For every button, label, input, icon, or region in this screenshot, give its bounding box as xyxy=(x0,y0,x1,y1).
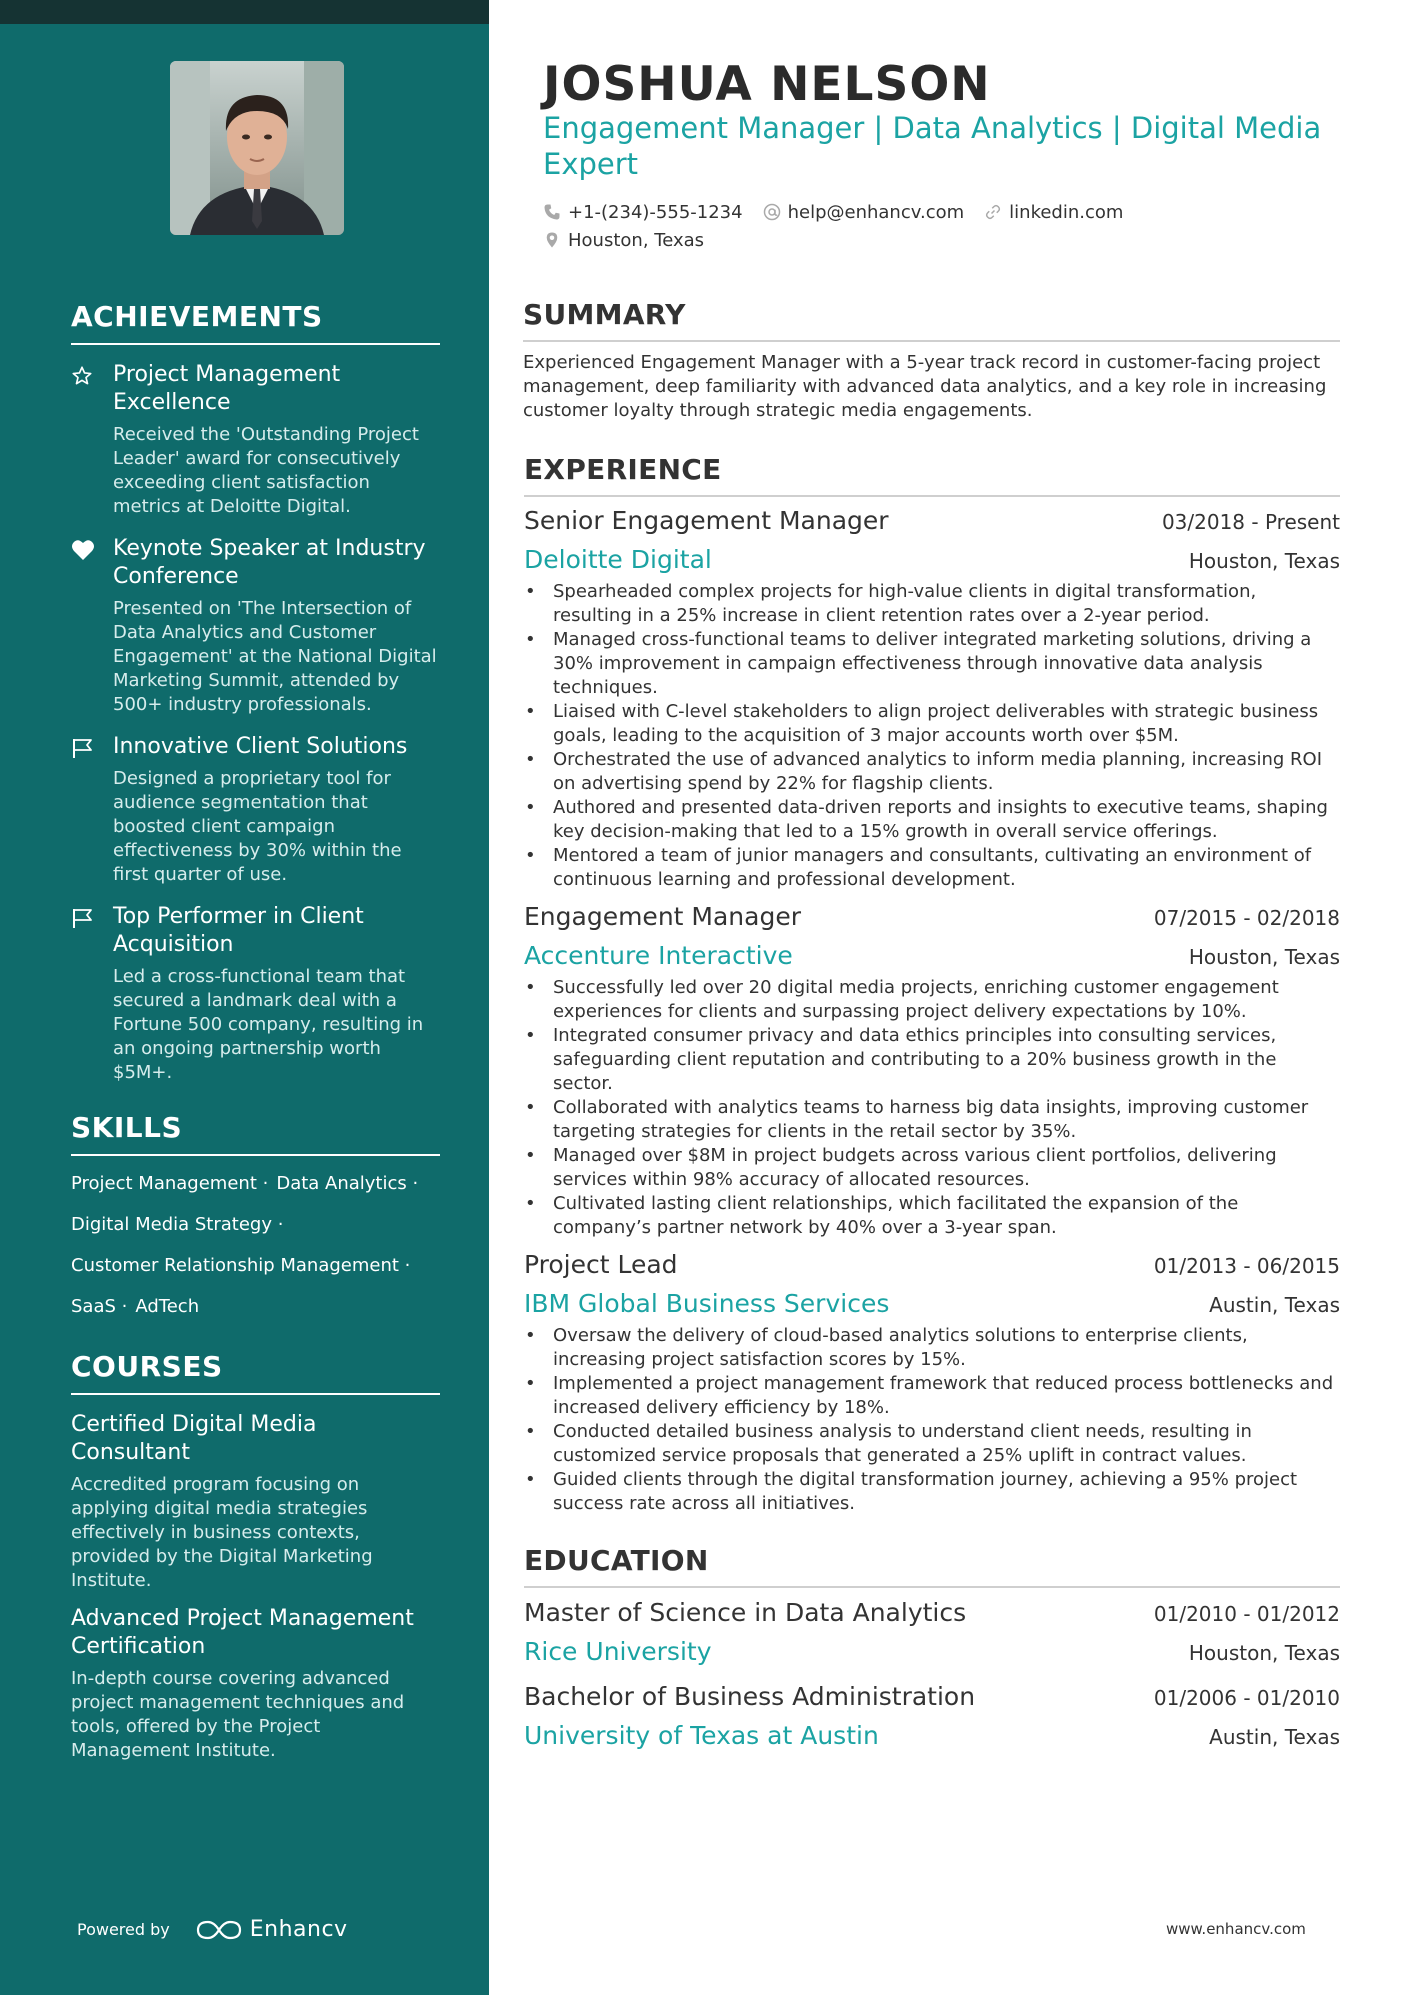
company-name: Deloitte Digital xyxy=(524,545,712,574)
achievement-title: Project Management Excellence xyxy=(113,362,341,415)
skills-list xyxy=(71,1172,440,1336)
enhancv-logo[interactable] xyxy=(196,1917,348,1942)
job-location: Austin, Texas xyxy=(1209,1293,1340,1317)
job-bullet: • Mentored a team of junior managers and consultants, cultivating an environment of continuous learning and professional development. xyxy=(524,844,1340,892)
achievement-title: Keynote Speaker at Industry Conference xyxy=(113,536,426,589)
course-description: Accredited program focusing on applying digital media strategies effectively in business contexts, provided by the Digital Marketing Institute. xyxy=(71,1474,373,1591)
candidate-headline: Engagement Manager | Data Analytics | Digital Media Expert xyxy=(543,111,1322,181)
experience-heading: EXPERIENCE xyxy=(524,453,1340,497)
education-dates: 01/2010 - 01/2012 xyxy=(1153,1602,1340,1626)
experience-section xyxy=(524,453,1340,1516)
education-location: Austin, Texas xyxy=(1209,1725,1340,1749)
achievement-item xyxy=(71,361,440,519)
link-icon xyxy=(984,203,1002,221)
skill-item: SaaS · xyxy=(71,1296,128,1317)
job-bullet: • Successfully led over 20 digital media projects, enriching customer engagement experiences for clients and surpassing project delivery expectations by 10%. xyxy=(524,976,1340,1024)
achievement-item xyxy=(71,903,440,1085)
achievements-heading: ACHIEVEMENTS xyxy=(71,300,440,345)
summary-text: Experienced Engagement Manager with a 5-year track record in customer-facing project management, deep familiarity with advanced data analytics, and a key role in increasing customer loyalty through strategic media engagements. xyxy=(523,352,1327,421)
location-pin-icon xyxy=(543,231,561,249)
education-section xyxy=(524,1544,1340,1750)
education-location: Houston, Texas xyxy=(1188,1641,1340,1665)
job-bullet: • Spearheaded complex projects for high-value clients in digital transformation, resulting in a 25% increase in client retention rates over a 2-year period. xyxy=(524,580,1340,628)
skill-item: Data Analytics · xyxy=(276,1173,419,1194)
achievement-description: Designed a proprietary tool for audience segmentation that boosted client campaign effectiveness by 30% within the first quarter of use. xyxy=(113,768,402,885)
skills-heading: SKILLS xyxy=(71,1111,440,1156)
company-name: IBM Global Business Services xyxy=(524,1289,890,1318)
school-name: Rice University xyxy=(524,1637,712,1666)
location-text: Houston, Texas xyxy=(568,229,705,251)
enhancv-brand-name: Enhancv xyxy=(249,1917,348,1942)
email-contact[interactable] xyxy=(763,202,965,223)
degree-title: Bachelor of Business Administration xyxy=(524,1682,976,1711)
job-bullet: • Managed cross-functional teams to deliver integrated marketing solutions, driving a 30% improvement in campaign effectiveness through innovative data analysis techniques. xyxy=(524,628,1340,700)
achievement-description: Presented on 'The Intersection of Data Analytics and Customer Engagement' at the National Digital Marketing Summit, attended by 500+ industry professionals. xyxy=(113,598,437,715)
achievement-title: Top Performer in Client Acquisition xyxy=(113,904,364,957)
job-location: Houston, Texas xyxy=(1188,945,1340,969)
job-bullet: • Guided clients through the digital transformation journey, achieving a 95% project success rate across all initiatives. xyxy=(524,1468,1340,1516)
achievement-description: Led a cross-functional team that secured a landmark deal with a Fortune 500 company, resulting in an ongoing partnership worth $5M+. xyxy=(113,966,424,1083)
job-bullet: • Implemented a project management framework that reduced process bottlenecks and increased delivery efficiency by 18%. xyxy=(524,1372,1340,1420)
job-bullet: • Oversaw the delivery of cloud-based analytics solutions to enterprise clients, increasing project satisfaction scores by 15%. xyxy=(524,1324,1340,1372)
job-bullet: • Conducted detailed business analysis to understand client needs, resulting in customized service proposals that generated a 25% uplift in contract values. xyxy=(524,1420,1340,1468)
flag-icon xyxy=(71,733,113,887)
education-item xyxy=(524,1682,1340,1750)
experience-item xyxy=(524,506,1340,892)
job-location: Houston, Texas xyxy=(1188,549,1340,573)
powered-by xyxy=(77,1917,348,1942)
summary-section xyxy=(523,298,1340,423)
sidebar-content xyxy=(71,300,440,1775)
job-bullet: • Liaised with C-level stakeholders to align project deliverables with strategic business goals, leading to the acquisition of 3 major accounts worth over $5M. xyxy=(524,700,1340,748)
course-title: Advanced Project Management Certification xyxy=(71,1606,414,1659)
job-bullet: • Managed over $8M in project budgets across various client portfolios, delivering services within 98% accuracy of allocated resources. xyxy=(524,1144,1340,1192)
course-item xyxy=(71,1605,440,1763)
star-icon xyxy=(71,361,113,519)
course-item xyxy=(71,1411,440,1593)
profile-photo xyxy=(170,61,344,235)
job-bullet: • Collaborated with analytics teams to harness big data insights, improving customer targeting strategies for clients in the retail sector by 35%. xyxy=(524,1096,1340,1144)
job-title: Engagement Manager xyxy=(524,902,801,931)
job-bullets xyxy=(524,976,1340,1240)
course-title: Certified Digital Media Consultant xyxy=(71,1412,317,1465)
achievement-description: Received the 'Outstanding Project Leader' award for consecutively exceeding client satisfaction metrics at Deloitte Digital. xyxy=(113,424,419,517)
contact-info xyxy=(543,198,1343,254)
courses-section xyxy=(71,1350,440,1763)
achievement-item xyxy=(71,733,440,887)
course-description: In-depth course covering advanced project management techniques and tools, offered by the Project Management Institute. xyxy=(71,1668,405,1761)
phone-number: +1-(234)-555-1234 xyxy=(568,201,743,223)
education-dates: 01/2006 - 01/2010 xyxy=(1153,1686,1340,1710)
job-bullet: • Orchestrated the use of advanced analytics to inform media planning, increasing ROI on advertising spend by 22% for flagship clients. xyxy=(524,748,1340,796)
skill-item: Digital Media Strategy · xyxy=(71,1214,284,1235)
at-icon xyxy=(763,203,781,221)
job-dates: 01/2013 - 06/2015 xyxy=(1153,1254,1340,1278)
courses-heading: COURSES xyxy=(71,1350,440,1395)
email-address: help@enhancv.com xyxy=(787,201,965,223)
flag-icon xyxy=(71,903,113,1085)
education-heading: EDUCATION xyxy=(524,1544,1340,1588)
job-title: Project Lead xyxy=(524,1250,678,1279)
achievement-item xyxy=(71,535,440,717)
job-dates: 07/2015 - 02/2018 xyxy=(1153,906,1340,930)
skills-section xyxy=(71,1111,440,1336)
location-contact xyxy=(543,230,704,251)
job-dates: 03/2018 - Present xyxy=(1161,510,1340,534)
experience-item xyxy=(524,902,1340,1240)
job-bullet: • Integrated consumer privacy and data ethics principles into consulting services, safeguarding client reputation and contributing to a 20% business growth in the sector. xyxy=(524,1024,1340,1096)
experience-item xyxy=(524,1250,1340,1516)
heart-icon xyxy=(71,535,113,717)
skill-item: AdTech xyxy=(135,1296,200,1317)
sidebar xyxy=(0,0,489,1995)
job-bullets xyxy=(524,580,1340,892)
achievements-section xyxy=(71,300,440,1085)
achievement-title: Innovative Client Solutions xyxy=(113,734,408,759)
candidate-name: JOSHUA NELSON xyxy=(543,57,991,112)
enhancv-logo-icon xyxy=(196,1918,242,1942)
footer-url[interactable]: www.enhancv.com xyxy=(1166,1920,1306,1938)
company-name: Accenture Interactive xyxy=(524,941,793,970)
phone-icon xyxy=(543,203,561,221)
job-title: Senior Engagement Manager xyxy=(524,506,889,535)
skill-item: Project Management · xyxy=(71,1173,269,1194)
school-name: University of Texas at Austin xyxy=(524,1721,879,1750)
linkedin-url: linkedin.com xyxy=(1009,201,1124,223)
job-bullet: • Authored and presented data-driven reports and insights to executive teams, shaping key decision-making that led to a 15% growth in overall service offerings. xyxy=(524,796,1340,844)
summary-heading: SUMMARY xyxy=(523,298,1340,342)
education-item xyxy=(524,1598,1340,1666)
job-bullets xyxy=(524,1324,1340,1516)
sidebar-top-bar xyxy=(0,0,489,24)
main-content xyxy=(524,298,1340,1750)
linkedin-contact[interactable] xyxy=(984,202,1123,223)
skill-item: Customer Relationship Management · xyxy=(71,1255,411,1276)
phone-contact[interactable] xyxy=(543,202,743,223)
degree-title: Master of Science in Data Analytics xyxy=(524,1598,967,1627)
job-bullet: • Cultivated lasting client relationships, which facilitated the expansion of the company’s partner network by 40% over a 3-year span. xyxy=(524,1192,1340,1240)
powered-by-label: Powered by xyxy=(77,1920,170,1939)
